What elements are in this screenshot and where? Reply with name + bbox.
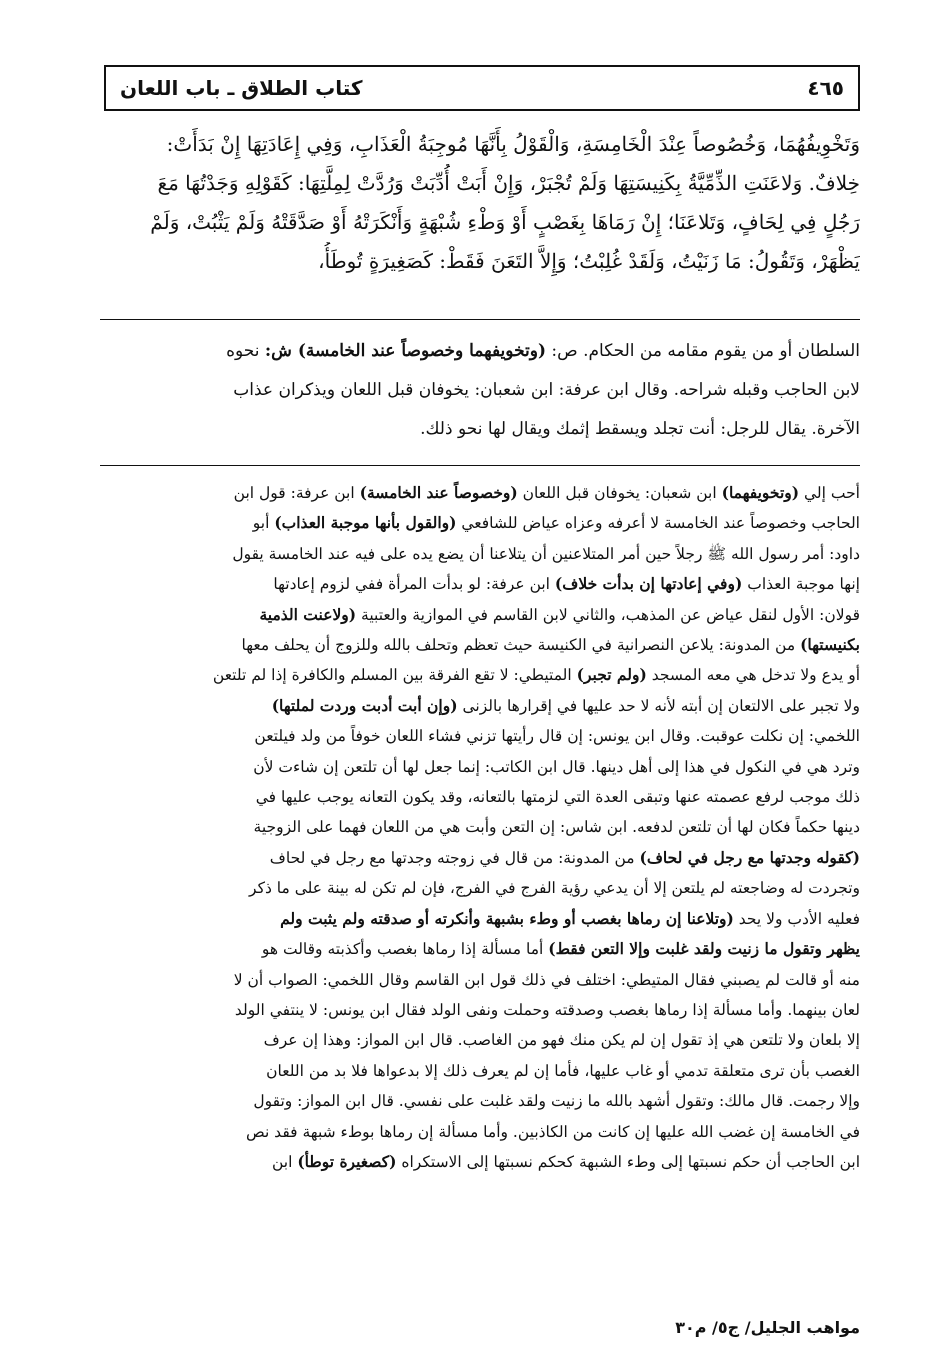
divider	[100, 319, 860, 320]
sharh-line: منه أو قالت لم يصبني فقال المتيطي: اختلف في ذلك قول ابن القاسم وقال اللخمي: الصواب أن لا	[233, 970, 860, 989]
sharh-line: دينها حكماً فكان لها أن تلتعن لدفعه. ابن شاس: إن التعن وأبت هي من اللعان فهما على الزوجية	[253, 818, 860, 837]
divider	[100, 465, 860, 466]
sharh-line: لعان بينهما. وأما مسألة إذا رماها بغصب وصدقته وحملت ونفى الولد فقال ابن يونس: لا ينتفي الولد	[234, 1000, 860, 1019]
matn-line: وَتَخْوِيفُهُمَا، وَخُصُوصاً عِنْدَ الْخَامِسَةِ، وَالْقَوْلُ بِأَنَّهَا مُوجِبَةُ الْعَذَابِ، وَفِي إِعَادَتِهَا إِنْ بَدَأَتْ:	[166, 132, 860, 156]
sharh-line: ولا تجبر على الالتعان إن أبته لأنه لا حد عليها في إقرارها بالزنى (وإن أبت أدبت وردت لملتها)	[271, 695, 860, 715]
sharh-line: ابن الحاجب أن حكم نسبتها إلى وطء الشبهة كحكم نسبتها إلى الاستكراه (كصغيرة توطأ) ابن	[271, 1151, 860, 1171]
commentary-line: الآخرة. يقال للرجل: أنت تجلد ويسقط إثمك ويقال لها نحو ذلك.	[420, 419, 860, 439]
sharh-line: يظهر وتقول ما زنيت ولقد غلبت وإلا التعن فقط) أما مسألة إذا رماها بغصب وأكذبته وقالت هو	[261, 939, 860, 959]
sharh-line: الحاجب وخصوصاً عند الخامسة لا أعرفه وعزاه عياض للشافعي (والقول بأنها موجبة العذاب) أبو	[252, 513, 860, 533]
sharh-line: الغصب بأن ترى متعلقة تدمي أو غاب عليها، فأما إن لم يعرف ذلك إلا بدعواها فلا بد من اللعان	[266, 1061, 860, 1080]
commentary-upper	[100, 332, 860, 449]
commentary-line: السلطان أو من يقوم مقامه من الحكام. ص: (وتخويفهما وخصوصاً عند الخامسة) ش: نحوه	[226, 341, 860, 361]
sharh-line: أو يدع ولا تدخل هي معه المسجد (ولم تجبر) المتيطي: لا تقع الفرقة بين المسلم والكافرة إذا لم تلتعن	[212, 665, 860, 685]
matn-line: رَجُلٍ فِي لِحَافٍ، وَتَلاعَنَا؛ إِنْ رَمَاهَا بِغَصْبٍ أَوْ وَطْءِ شُبْهَةٍ وَأَنْكَرَتْهُ أَوْ صَدَّقَتْهُ وَلَمْ يَثْبُتْ، وَلَمْ	[150, 210, 860, 234]
sharh-line: اللخمي: إن نكلت عوقبت. وقال ابن يونس: إن قال رأيتها تزني فشاء اللعان خوفاً من ولد فيلتعن	[254, 727, 860, 746]
chapter-title: كتاب الطلاق ـ باب اللعان	[120, 76, 363, 100]
commentary-lower	[100, 478, 860, 1177]
sharh-line: (كقوله وجدتها مع رجل في لحاف) من المدونة: من قال في زوجته وجدتها مع رجل في لحاف	[269, 847, 860, 867]
sharh-line: وتجردت له وضاجعته لم يلتعن إلا أن يدعي رؤية الفرج في الفرج، فإن لم تكن له بينة على ما ذكر	[249, 879, 860, 898]
matn-line: خِلافٌ. وَلاعَنَتِ الذِّمِّيَّةُ بِكَنِيسَتِهَا وَلَمْ تُجْبَرْ، وَإِنْ أَبَتْ أُدِّبَتْ وَرُدَّتْ لِمِلَّتِهَا: كَقَوْلِهِ وَجَدْتُهَا مَعَ	[157, 171, 860, 195]
sharh-line: إنها موجبة العذاب (وفي إعادتها إن بدأت خلاف) ابن عرفة: لو بدأت المرأة ففي لزوم إعادتها	[273, 574, 860, 594]
sharh-line: ذلك موجب لرفع عصمته عنها وتبقى العدة التي لزمتها بالتعانه، وقد يكون التعانه يوجب عليها في	[255, 788, 860, 807]
sharh-line: أحب إلي (وتخويفهما) ابن شعبان: يخوفان قبل اللعان (وخصوصاً عند الخامسة) ابن عرفة: قول ابن	[233, 483, 860, 502]
sharh-line: فعليه الأدب ولا يحد (وتلاعنا إن رماها بغصب أو وطء بشبهة وأنكرته أو صدقته ولم يثبت ولم	[280, 908, 860, 928]
volume-signature: مواهب الجليل/ ج٥/ م٣٠	[675, 1318, 860, 1337]
sharh-line: إلا بلعان ولا تلتعن هي إذ تقول إن لم يكن منك فهو من الغاصب. قال ابن المواز: وهذا إن عرف	[263, 1031, 860, 1050]
sharh-line: بكنيستها) من المدونة: يلاعن النصرانية في الكنيسة حيث تعظم وتحلف بالله وللزوج أن يحلف معها	[241, 635, 860, 655]
sharh-line: قولان: الأول لنقل عياض عن المذهب، والثاني لابن القاسم في الموازية والعتبية (ولاعنت الذمية	[259, 604, 860, 624]
sharh-line: وترد هي في النكول في هذا إلى أهل دينها. قال ابن الكاتب: إنما جعل لها أن تلتعن إن شاءت لأن	[253, 757, 860, 776]
matn-line: يَظْهَرْ، وَتَقُولُ: مَا زَنَيْتُ، وَلَقَدْ غُلِبْتُ؛ وَإِلاَّ التَعَنَ فَقَطْ: كَصَغِيرَةٍ تُوطَأُ،	[318, 249, 860, 273]
matn-text	[100, 125, 860, 281]
running-header	[104, 65, 860, 111]
sharh-line: وإلا رجمت. قال مالك: وتقول أشهد بالله ما زنيت ولقد غلبت على نفسي. قال ابن المواز: وتقول	[253, 1092, 860, 1111]
page-number: ٤٦٥	[807, 76, 844, 100]
sharh-line: داود: أمر رسول الله ﷺ رجلاً حين أمر المتلاعنين أن يتلاعنا أن يضع يده على فيه عند الخامسة يقول	[232, 544, 860, 563]
sharh-line: في الخامسة إن غضب الله عليها إن كانت من الكاذبين. وأما مسألة إن رماها بوطء شبهة فقد نص	[245, 1122, 860, 1141]
commentary-line: لابن الحاجب وقبله شراحه. وقال ابن عرفة: ابن شعبان: يخوفان قبل اللعان ويذكران عذاب	[233, 380, 860, 400]
